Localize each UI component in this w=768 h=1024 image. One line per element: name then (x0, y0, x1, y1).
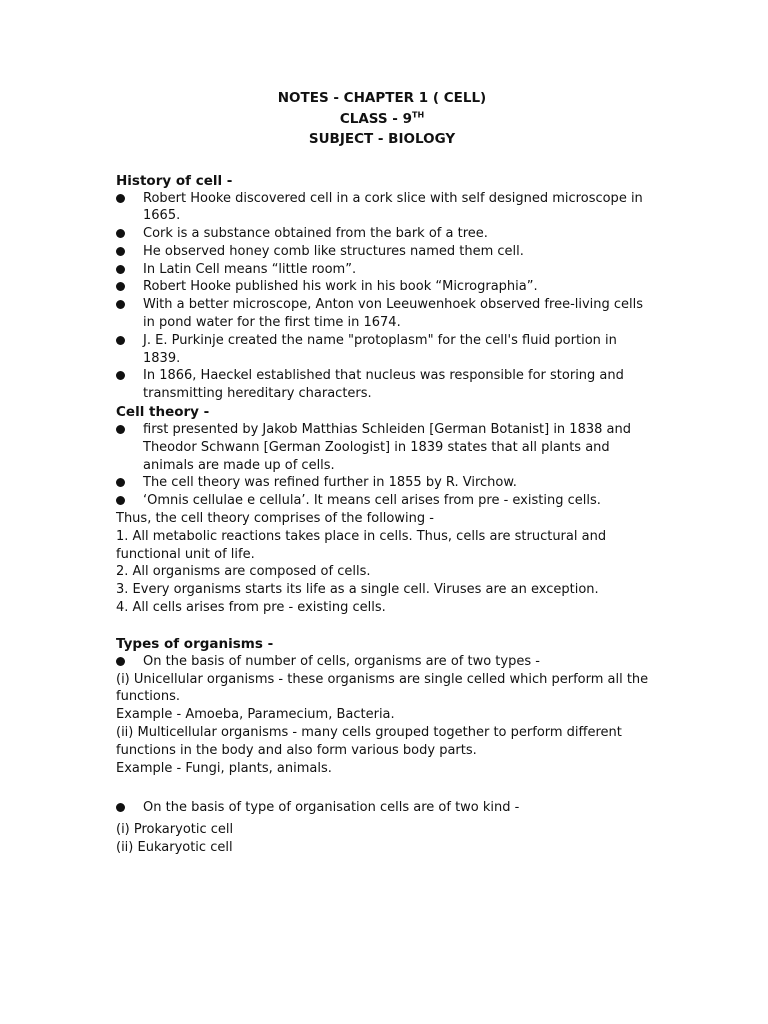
title-block (108, 88, 656, 150)
title-line-2 (108, 109, 656, 130)
history-heading: History of cell - (116, 172, 233, 189)
bullet-icon (116, 282, 125, 291)
class-label: CLASS - 9 (339, 110, 413, 127)
class-superscript: TH (412, 110, 425, 119)
bullet-icon (116, 496, 125, 505)
cell-theory-point-4: 4. All cells arises from pre - existing cells. (116, 600, 386, 616)
multicellular-example: Example - Fungi, plants, animals. (116, 760, 332, 776)
list-item: ‘Omnis cellulae e cellula’. It means cell arises from pre - existing cells. (116, 492, 656, 510)
organisms-list-2 (116, 799, 656, 817)
unicellular-example: Example - Amoeba, Paramecium, Bacteria. (116, 707, 395, 723)
bullet-icon (116, 247, 125, 256)
multicellular-text: (ii) Multicellular organisms - many cells grouped together to perform different functions in the body and also form various body parts. (116, 725, 622, 758)
eukaryotic-item: (ii) Eukaryotic cell (116, 840, 233, 855)
bullet-icon (116, 229, 125, 238)
history-list (116, 190, 656, 404)
cell-theory-point-1: 1. All metabolic reactions takes place in cells. Thus, cells are structural and functional unit of life. (116, 528, 607, 562)
list-item: On the basis of number of cells, organisms are of two types - (116, 653, 656, 671)
list-item: Robert Hooke published his work in his book “Micrographia”. (116, 278, 656, 296)
bullet-icon (116, 478, 125, 487)
bullet-icon (116, 265, 125, 274)
organisms-heading: Types of organisms - (116, 635, 274, 652)
list-item: J. E. Purkinje created the name "protoplasm" for the cell's fluid portion in 1839. (116, 332, 656, 368)
cell-theory-intro: Thus, the cell theory comprises of the following - (116, 511, 434, 527)
list-item: On the basis of type of organisation cells are of two kind - (116, 799, 656, 817)
bullet-icon (116, 300, 125, 309)
list-item: Cork is a substance obtained from the bark of a tree. (116, 225, 656, 243)
bullet-icon (116, 336, 125, 345)
list-item: With a better microscope, Anton von Leeuwenhoek observed free-living cells in pond water for the first time in 1674. (116, 296, 656, 332)
organisms-list-1 (116, 653, 656, 671)
prokaryotic-item: (i) Prokaryotic cell (116, 822, 234, 838)
list-item: The cell theory was refined further in 1855 by R. Virchow. (116, 474, 656, 492)
list-item: Robert Hooke discovered cell in a cork slice with self designed microscope in 1665. (116, 190, 656, 226)
bullet-icon (116, 371, 125, 380)
bullet-icon (116, 657, 125, 666)
cell-theory-point-2: 2. All organisms are composed of cells. (116, 564, 371, 580)
bullet-icon (116, 194, 125, 203)
bullet-icon (116, 803, 125, 812)
list-item: first presented by Jakob Matthias Schleiden [German Botanist] in 1838 and Theodor Schwann [German Zoologist] in 1839 states that all plants and animals are made up of cells. (116, 421, 656, 474)
cell-theory-heading: Cell theory - (116, 404, 210, 421)
unicellular-text: (i) Unicellular organisms - these organisms are single celled which perform all the functions. (116, 671, 649, 705)
list-item: He observed honey comb like structures named them cell. (116, 243, 656, 261)
title-line-3: SUBJECT - BIOLOGY (308, 131, 456, 147)
title-line-1: NOTES - CHAPTER 1 ( CELL) (277, 90, 487, 106)
cell-theory-list (116, 421, 656, 510)
cell-theory-point-3: 3. Every organisms starts its life as a single cell. Viruses are an exception. (116, 582, 599, 598)
document-page (116, 88, 656, 857)
bullet-icon (116, 425, 125, 434)
list-item: In Latin Cell means “little room”. (116, 261, 656, 279)
list-item: In 1866, Haeckel established that nucleus was responsible for storing and transmitting hereditary characters. (116, 367, 656, 403)
